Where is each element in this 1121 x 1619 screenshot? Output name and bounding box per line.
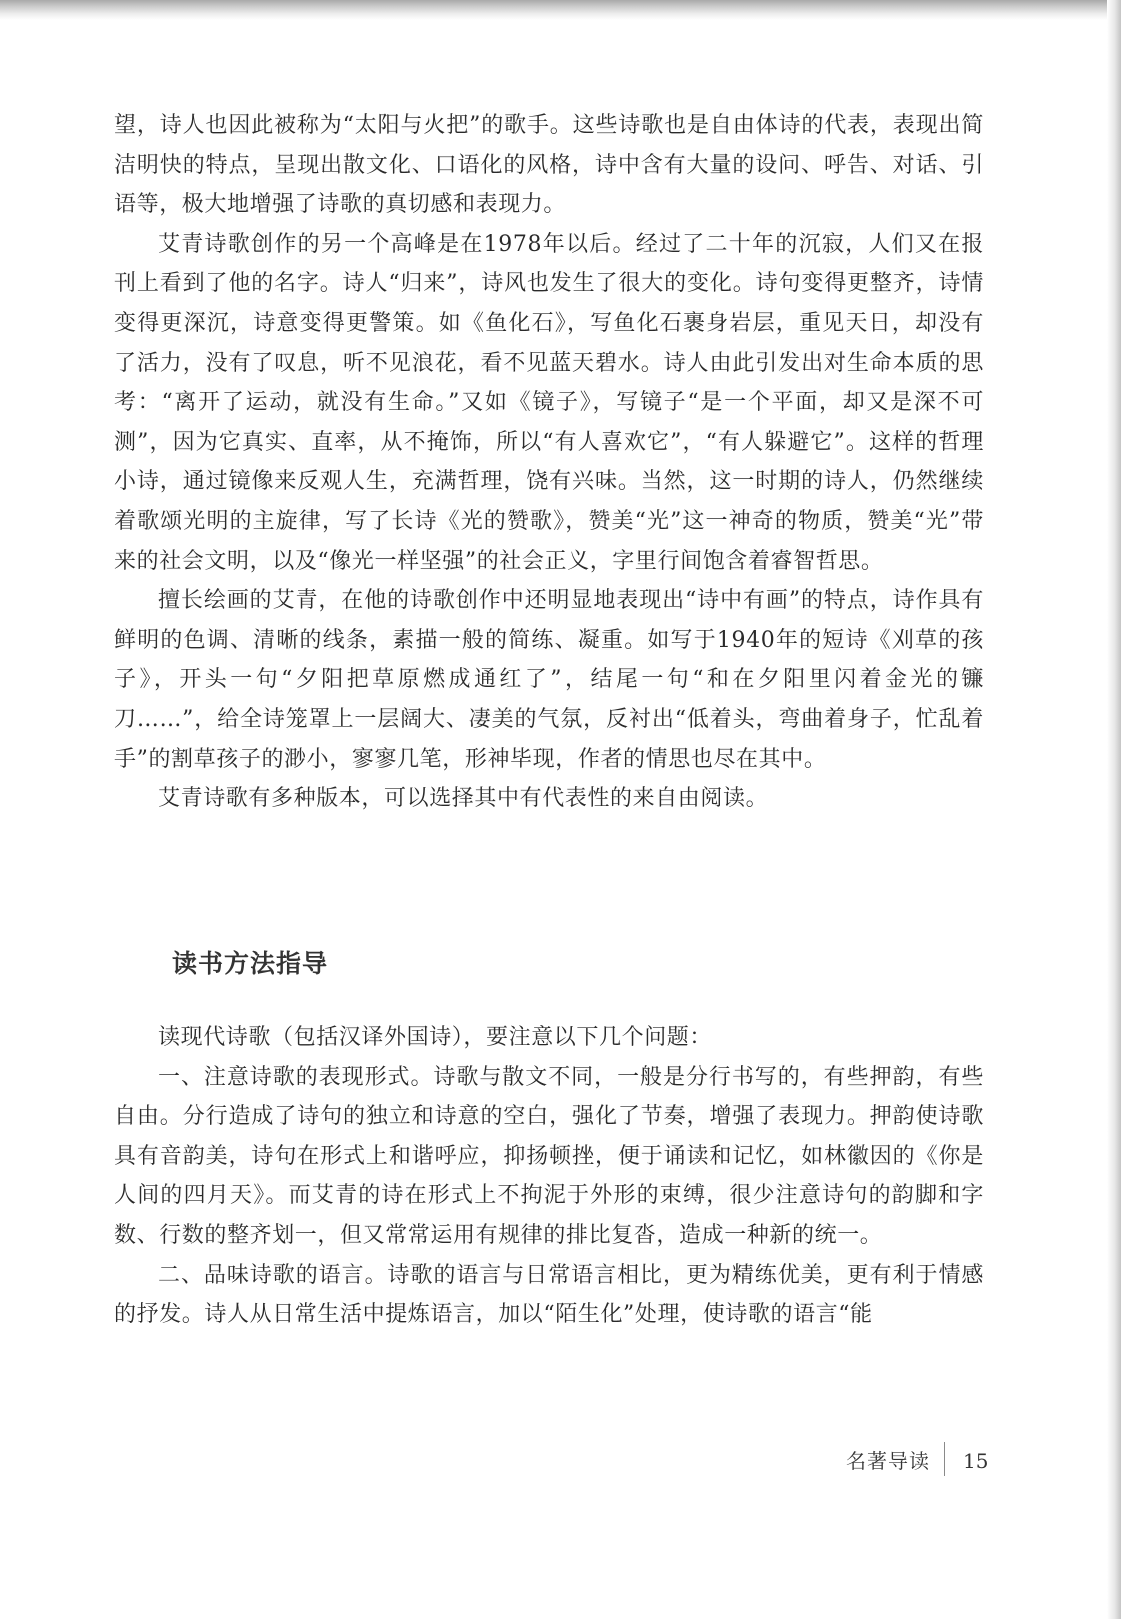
footer-divider — [944, 1442, 945, 1476]
page-number: 15 — [963, 1449, 989, 1473]
page-footer — [0, 1442, 1121, 1482]
section-heading: 读书方法指导 — [172, 949, 329, 978]
page-body — [114, 106, 984, 819]
paragraph-method-intro: 读现代诗歌（包括汉译外国诗），要注意以下几个问题： — [158, 1025, 713, 1050]
paragraph-continued: 望，诗人也因此被称为“太阳与火把”的歌手。这些诗歌也是自由体诗的代表，表现出简洁明快的特点，呈现出散文化、口语化的风格，诗中含有大量的设问、呼告、对话、引语等，极大地增强了诗歌的真切感和表现力。 — [114, 113, 984, 218]
paragraph-editions: 艾青诗歌有多种版本，可以选择其中有代表性的来自由阅读。 — [158, 786, 769, 812]
footer-book-title: 名著导读 — [846, 1449, 930, 1473]
paragraph-method-form: 一、注意诗歌的表现形式。诗歌与散文不同，一般是分行书写的，有些押韵，有些自由。分行造成了诗句的独立和诗意的空白，强化了节奏，增强了表现力。押韵使诗歌具有音韵美，诗句在形式上和谐呼应，抑扬顿挫，便于诵读和记忆，如林徽因的《你是人间的四月天》。而艾青的诗在形式上不拘泥于外形的束缚，很少注意诗句的韵脚和字数、行数的整齐划一，但又常常运用有规律的排比复沓，造成一种新的统一。 — [114, 1064, 984, 1248]
paragraph-method-language: 二、品味诗歌的语言。诗歌的语言与日常语言相比，更为精练优美，更有利于情感的抒发。诗人从日常生活中提炼语言，加以“陌生化”处理，使诗歌的语言“能 — [114, 1262, 984, 1328]
scan-top-edge — [0, 0, 1121, 20]
paragraph-second-peak: 艾青诗歌创作的另一个高峰是在1978年以后。经过了二十年的沉寂，人们又在报刊上看到了他的名字。诗人“归来”，诗风也发生了很大的变化。诗句变得更整齐，诗情变得更深沉，诗意变得更警策。如《鱼化石》，写鱼化石裹身岩层，重见天日，却没有了活力，没有了叹息，听不见浪花，看不见蓝天碧水。诗人由此引发出对生命本质的思考：“离开了运动，就没有生命。”又如《镜子》，写镜子“是一个平面，却又是深不可测”，因为它真实、直率，从不掩饰，所以“有人喜欢它”，“有人躲避它”。这样的哲理小诗，通过镜像来反观人生，充满哲理，饶有兴味。当然，这一时期的诗人，仍然继续着歌颂光明的主旋律，写了长诗《光的赞歌》，赞美“光”这一神奇的物质，赞美“光”带来的社会文明，以及“像光一样坚强”的社会正义，字里行间饱含着睿智哲思。 — [114, 231, 984, 574]
scan-right-edge — [1107, 0, 1121, 1619]
reading-method-section — [114, 1018, 984, 1335]
paragraph-painting-style: 擅长绘画的艾青，在他的诗歌创作中还明显地表现出“诗中有画”的特点，诗作具有鲜明的色调、清晰的线条，素描一般的简练、凝重。如写于1940年的短诗《刈草的孩子》，开头一句“夕阳把草原燃成通红了”，结尾一句“和在夕阳里闪着金光的镰刀……”，给全诗笼罩上一层阔大、凄美的气氛，反衬出“低着头，弯曲着身子，忙乱着手”的割草孩子的渺小，寥寥几笔，形神毕现，作者的情思也尽在其中。 — [114, 588, 984, 772]
